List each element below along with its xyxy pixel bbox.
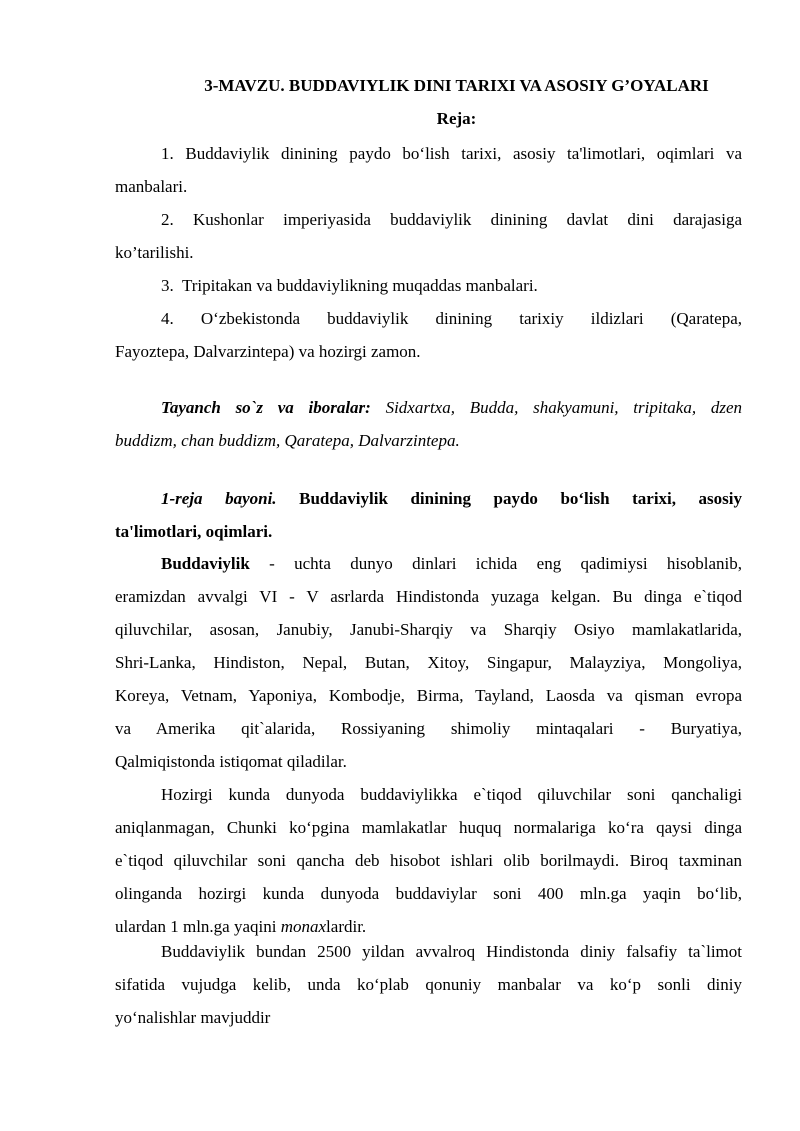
plan-item-text: Tripitakan va buddaviylikning muqaddas manbalari. bbox=[181, 276, 538, 295]
plan-item-2 bbox=[115, 203, 742, 236]
plan-list bbox=[115, 137, 742, 368]
section-1-heading bbox=[115, 482, 742, 548]
keywords-label: Tayanch so`z va iboralar: bbox=[161, 398, 371, 417]
plan-item-1 bbox=[115, 137, 742, 170]
plan-item-4-cont: Fayoztepa, Dalvarzintepa) va hozirgi zamon. bbox=[115, 342, 421, 361]
plan-item-text: O‘zbekistonda buddaviylik dinining tarixiy ildizlari (Qaratepa, bbox=[200, 309, 742, 328]
section-1-title-cont: ta'limotlari, oqimlari. bbox=[115, 522, 273, 541]
italic-term: monax bbox=[280, 917, 327, 936]
paragraph-3: Buddaviylik bundan 2500 yildan avvalroq Hindistonda diniy falsafiy ta`limot sifatida vujudga kelib, unda ko‘plab qonuniy manbalar va ko‘p sonli diniy yo‘nalishlar mavjuddir bbox=[115, 942, 742, 1027]
section-1-label: 1-reja bayoni. bbox=[161, 489, 277, 508]
plan-item-number: 1. bbox=[161, 144, 174, 163]
plan-heading: Reja: bbox=[436, 109, 477, 128]
plan-item-1-cont: manbalari. bbox=[115, 177, 188, 196]
plan-item-text: Kushonlar imperiyasida buddaviylik dinining davlat dini darajasiga bbox=[193, 210, 742, 229]
plan-item-3 bbox=[115, 269, 742, 302]
document-title: 3-MAVZU. BUDDAVIYLIK DINI TARIXI VA ASOSIY G’OYALARI bbox=[204, 76, 709, 95]
plan-item-number: 3. bbox=[161, 276, 174, 295]
plan-item-text: Buddaviylik dinining paydo bo‘lish tarixi, asosiy ta'limotlari, oqimlari va bbox=[185, 144, 742, 163]
plan-item-number: 4. bbox=[161, 309, 174, 328]
paragraph-2: Hozirgi kunda dunyoda buddaviylikka e`tiqod qiluvchilar soni qanchaligi aniqlanmagan, Chunki ko‘pgina mamlakatlar huquq normalariga ko‘ra qaysi dinga e`tiqod qiluvchilar soni qancha deb hisobot ishlari olib borilmaydi. Biroq taxminan olinganda hozirgi kunda dunyoda buddaviylar soni 400 mln.ga yaqin bo‘lib, ulardan 1 mln.ga yaqini monaxlardir. bbox=[115, 785, 742, 936]
plan-item-4 bbox=[115, 302, 742, 335]
keywords-list: Sidxartxa, Budda, shakyamuni, tripitaka, dzen bbox=[385, 398, 742, 417]
keywords-block bbox=[115, 391, 742, 457]
keywords-list-cont: buddizm, chan buddizm, Qaratepa, Dalvarzintepa. bbox=[115, 431, 460, 450]
lead-term: Buddaviylik bbox=[161, 554, 250, 573]
plan-item-number: 2. bbox=[161, 210, 174, 229]
plan-item-2-cont: ko’tarilishi. bbox=[115, 243, 194, 262]
paragraph-1: Buddaviylik - uchta dunyo dinlari ichida eng qadimiysi hisoblanib, eramizdan avvalgi VI - V asrlarda Hindistonda yuzaga kelgan. Bu dinga e`tiqod qiluvchilar, asosan, Janubiy, Janubi-Sharqiy va Sharqiy Osiyo mamlakatlarida, Shri-Lanka, Hindiston, Nepal, Butan, Xitoy, Singapur, Malayziya, Mongoliya, Koreya, Vetnam, Yaponiya, Kombodje, Birma, Tayland, Laosda va qisman evropa va Amerika qit`alarida, Rossiyaning shimoliy mintaqalari - Buryatiya, Qalmiqistonda istiqomat qiladilar. bbox=[115, 554, 742, 771]
section-1-title: Buddaviylik dinining paydo bo‘lish tarixi, asosiy bbox=[299, 489, 742, 508]
